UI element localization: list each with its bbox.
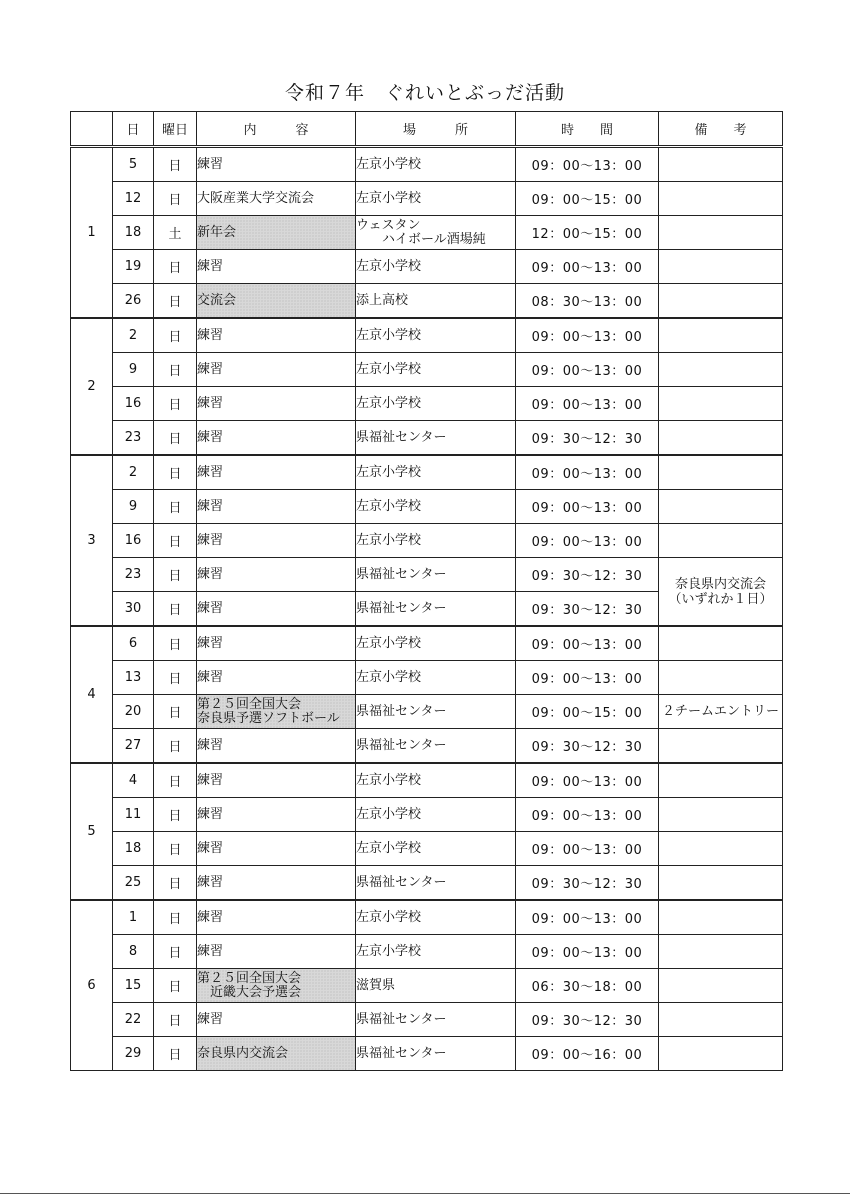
content-cell xyxy=(197,284,356,319)
content-cell xyxy=(197,900,356,935)
place-cell-text: 左京小学校 xyxy=(356,258,422,274)
schedule-row xyxy=(71,661,783,695)
schedule-row xyxy=(71,524,783,558)
place-cell-text: 左京小学校 xyxy=(356,909,422,925)
weekday-cell: 土 xyxy=(154,216,197,250)
place-cell xyxy=(356,318,516,353)
header-place: 場 所 xyxy=(356,112,516,147)
day-cell: 4 xyxy=(113,763,154,798)
weekday-cell: 日 xyxy=(154,558,197,592)
time-cell: 09：00～13：00 xyxy=(516,763,659,798)
schedule-row xyxy=(71,421,783,456)
time-cell: 09：00～13：00 xyxy=(516,798,659,832)
place-cell-text: 県福祉センター xyxy=(356,1045,447,1061)
time-cell: 09：30～12：30 xyxy=(516,1003,659,1037)
place-cell xyxy=(356,216,516,250)
schedule-row xyxy=(71,455,783,490)
place-cell-text: 県福祉センター xyxy=(356,1011,447,1027)
time-cell: 09：00～13：00 xyxy=(516,900,659,935)
content-cell xyxy=(197,763,356,798)
schedule-row xyxy=(71,250,783,284)
schedule-row xyxy=(71,216,783,250)
place-cell xyxy=(356,763,516,798)
place-cell-text: 左京小学校 xyxy=(356,840,422,856)
day-cell: 9 xyxy=(113,490,154,524)
day-cell: 11 xyxy=(113,798,154,832)
time-cell: 09：00～13：00 xyxy=(516,626,659,661)
month-cell: 4 xyxy=(71,626,113,763)
day-cell: 5 xyxy=(113,147,154,182)
day-cell: 13 xyxy=(113,661,154,695)
weekday-cell: 日 xyxy=(154,763,197,798)
content-cell xyxy=(197,592,356,627)
weekday-cell: 日 xyxy=(154,866,197,901)
content-cell-text: 大阪産業大学交流会 xyxy=(197,190,315,206)
schedule-row xyxy=(71,558,783,592)
schedule-row xyxy=(71,1003,783,1037)
note-cell xyxy=(659,729,783,764)
day-cell: 6 xyxy=(113,626,154,661)
schedule-row xyxy=(71,353,783,387)
schedule-row xyxy=(71,798,783,832)
place-cell-text: 左京小学校 xyxy=(356,532,422,548)
schedule-row xyxy=(71,626,783,661)
place-cell xyxy=(356,353,516,387)
place-cell-text: 左京小学校 xyxy=(356,635,422,651)
content-cell-text: 練習 xyxy=(197,532,224,548)
header-row xyxy=(71,112,783,147)
schedule-row xyxy=(71,900,783,935)
weekday-cell: 日 xyxy=(154,490,197,524)
month-cell: 5 xyxy=(71,763,113,900)
place-cell-text: ウェスタン ハイボール酒場純 xyxy=(356,217,486,247)
content-cell-text: 練習 xyxy=(197,806,224,822)
weekday-cell: 日 xyxy=(154,1037,197,1071)
page-title: 令和７年 ぐれいとぶっだ活動 xyxy=(284,82,565,104)
time-cell: 06：30～18：00 xyxy=(516,969,659,1003)
note-cell xyxy=(659,695,783,729)
place-cell xyxy=(356,832,516,866)
header-month xyxy=(71,112,113,147)
place-cell-text: 左京小学校 xyxy=(356,361,422,377)
place-cell-text: 県福祉センター xyxy=(356,737,447,753)
content-cell xyxy=(197,798,356,832)
time-cell: 12：00～15：00 xyxy=(516,216,659,250)
place-cell-text: 県福祉センター xyxy=(356,429,447,445)
note-cell xyxy=(659,763,783,798)
time-cell: 09：30～12：30 xyxy=(516,866,659,901)
schedule-row xyxy=(71,1037,783,1071)
time-cell: 09：30～12：30 xyxy=(516,421,659,456)
place-cell-text: 左京小学校 xyxy=(356,190,422,206)
place-cell xyxy=(356,729,516,764)
time-cell: 09：00～15：00 xyxy=(516,695,659,729)
content-cell xyxy=(197,387,356,421)
content-cell xyxy=(197,558,356,592)
content-cell-text: 練習 xyxy=(197,737,224,753)
content-cell xyxy=(197,421,356,456)
content-cell-text: 奈良県内交流会 xyxy=(197,1045,289,1061)
content-cell xyxy=(197,455,356,490)
day-cell: 9 xyxy=(113,353,154,387)
day-cell: 30 xyxy=(113,592,154,627)
day-cell: 29 xyxy=(113,1037,154,1071)
content-cell-text: 練習 xyxy=(197,874,224,890)
content-cell-text: 練習 xyxy=(197,327,224,343)
place-cell-text: 左京小学校 xyxy=(356,498,422,514)
day-cell: 15 xyxy=(113,969,154,1003)
content-cell xyxy=(197,250,356,284)
place-cell xyxy=(356,1037,516,1071)
weekday-cell: 日 xyxy=(154,1003,197,1037)
content-cell-text: 新年会 xyxy=(197,224,237,240)
day-cell: 12 xyxy=(113,182,154,216)
time-cell: 08：30～13：00 xyxy=(516,284,659,319)
note-cell xyxy=(659,353,783,387)
note-cell xyxy=(659,798,783,832)
day-cell: 22 xyxy=(113,1003,154,1037)
place-cell-text: 添上高校 xyxy=(356,292,409,308)
content-cell xyxy=(197,524,356,558)
weekday-cell: 日 xyxy=(154,147,197,182)
place-cell xyxy=(356,250,516,284)
content-cell-text: 練習 xyxy=(197,156,224,172)
note-cell xyxy=(659,626,783,661)
content-cell-text: 練習 xyxy=(197,840,224,856)
weekday-cell: 日 xyxy=(154,900,197,935)
content-cell xyxy=(197,661,356,695)
place-cell-text: 左京小学校 xyxy=(356,156,422,172)
note-cell xyxy=(659,490,783,524)
place-cell xyxy=(356,592,516,627)
time-cell: 09：00～13：00 xyxy=(516,490,659,524)
content-cell xyxy=(197,695,356,729)
place-cell xyxy=(356,455,516,490)
weekday-cell: 日 xyxy=(154,353,197,387)
content-cell xyxy=(197,935,356,969)
time-cell: 09：00～13：00 xyxy=(516,661,659,695)
note-cell xyxy=(659,1003,783,1037)
schedule-table xyxy=(70,111,783,1071)
place-cell xyxy=(356,490,516,524)
note-cell xyxy=(659,524,783,558)
schedule-row xyxy=(71,935,783,969)
day-cell: 19 xyxy=(113,250,154,284)
day-cell: 1 xyxy=(113,900,154,935)
day-cell: 18 xyxy=(113,216,154,250)
schedule-row xyxy=(71,147,783,182)
note-cell xyxy=(659,558,783,627)
weekday-cell: 日 xyxy=(154,284,197,319)
schedule-row xyxy=(71,387,783,421)
header-day: 日 xyxy=(113,112,154,147)
time-cell: 09：30～12：30 xyxy=(516,729,659,764)
note-cell xyxy=(659,455,783,490)
weekday-cell: 日 xyxy=(154,626,197,661)
weekday-cell: 日 xyxy=(154,387,197,421)
note-cell xyxy=(659,147,783,182)
time-cell: 09：00～13：00 xyxy=(516,250,659,284)
bottom-rule xyxy=(0,1193,850,1194)
day-cell: 2 xyxy=(113,318,154,353)
place-cell xyxy=(356,866,516,901)
weekday-cell: 日 xyxy=(154,969,197,1003)
place-cell-text: 左京小学校 xyxy=(356,772,422,788)
note-cell xyxy=(659,182,783,216)
time-cell: 09：00～13：00 xyxy=(516,455,659,490)
content-cell-text: 練習 xyxy=(197,772,224,788)
content-cell xyxy=(197,490,356,524)
content-cell-text: 練習 xyxy=(197,943,224,959)
weekday-cell: 日 xyxy=(154,182,197,216)
schedule-row xyxy=(71,832,783,866)
note-cell-text: 奈良県内交流会 （いずれか１日） xyxy=(668,576,773,607)
content-cell-text: 第２５回全国大会 奈良県予選ソフトボール xyxy=(197,696,340,726)
place-cell-text: 左京小学校 xyxy=(356,669,422,685)
day-cell: 25 xyxy=(113,866,154,901)
schedule-row xyxy=(71,284,783,319)
place-cell xyxy=(356,524,516,558)
schedule-row xyxy=(71,969,783,1003)
note-cell xyxy=(659,284,783,319)
place-cell-text: 左京小学校 xyxy=(356,464,422,480)
schedule-row xyxy=(71,763,783,798)
weekday-cell: 日 xyxy=(154,832,197,866)
content-cell-text: 練習 xyxy=(197,361,224,377)
weekday-cell: 日 xyxy=(154,421,197,456)
content-cell-text: 練習 xyxy=(197,566,224,582)
time-cell: 09：00～13：00 xyxy=(516,318,659,353)
time-cell: 09：30～12：30 xyxy=(516,558,659,592)
note-cell xyxy=(659,935,783,969)
content-cell xyxy=(197,353,356,387)
note-cell xyxy=(659,969,783,1003)
place-cell-text: 県福祉センター xyxy=(356,874,447,890)
schedule-row xyxy=(71,729,783,764)
day-cell: 18 xyxy=(113,832,154,866)
content-cell-text: 練習 xyxy=(197,395,224,411)
content-cell-text: 練習 xyxy=(197,635,224,651)
header-note: 備 考 xyxy=(659,112,783,147)
content-cell-text: 練習 xyxy=(197,909,224,925)
content-cell xyxy=(197,1037,356,1071)
note-cell xyxy=(659,387,783,421)
place-cell-text: 県福祉センター xyxy=(356,600,447,616)
content-cell-text: 練習 xyxy=(197,498,224,514)
note-cell xyxy=(659,318,783,353)
weekday-cell: 日 xyxy=(154,592,197,627)
schedule-row xyxy=(71,182,783,216)
note-cell xyxy=(659,661,783,695)
note-cell xyxy=(659,832,783,866)
content-cell xyxy=(197,1003,356,1037)
header-weekday: 曜日 xyxy=(154,112,197,147)
content-cell xyxy=(197,147,356,182)
time-cell: 09：00～13：00 xyxy=(516,387,659,421)
weekday-cell: 日 xyxy=(154,695,197,729)
note-cell xyxy=(659,866,783,901)
place-cell xyxy=(356,421,516,456)
content-cell-text: 練習 xyxy=(197,429,224,445)
place-cell xyxy=(356,182,516,216)
month-cell: 3 xyxy=(71,455,113,626)
day-cell: 23 xyxy=(113,421,154,456)
content-cell xyxy=(197,216,356,250)
schedule-row xyxy=(71,695,783,729)
content-cell-text: 練習 xyxy=(197,600,224,616)
place-cell xyxy=(356,147,516,182)
note-cell xyxy=(659,421,783,456)
content-cell xyxy=(197,182,356,216)
place-cell-text: 県福祉センター xyxy=(356,566,447,582)
place-cell xyxy=(356,900,516,935)
weekday-cell: 日 xyxy=(154,661,197,695)
time-cell: 09：00～15：00 xyxy=(516,182,659,216)
schedule-row xyxy=(71,866,783,901)
time-cell: 09：00～16：00 xyxy=(516,1037,659,1071)
month-cell: 2 xyxy=(71,318,113,455)
place-cell-text: 左京小学校 xyxy=(356,806,422,822)
day-cell: 27 xyxy=(113,729,154,764)
content-cell xyxy=(197,626,356,661)
weekday-cell: 日 xyxy=(154,935,197,969)
content-cell xyxy=(197,318,356,353)
place-cell xyxy=(356,558,516,592)
time-cell: 09：00～13：00 xyxy=(516,147,659,182)
day-cell: 8 xyxy=(113,935,154,969)
place-cell xyxy=(356,935,516,969)
weekday-cell: 日 xyxy=(154,524,197,558)
content-cell-text: 練習 xyxy=(197,464,224,480)
schedule-row xyxy=(71,318,783,353)
weekday-cell: 日 xyxy=(154,798,197,832)
content-cell-text: 練習 xyxy=(197,669,224,685)
place-cell-text: 左京小学校 xyxy=(356,943,422,959)
place-cell-text: 左京小学校 xyxy=(356,327,422,343)
content-cell-text: 交流会 xyxy=(197,292,237,308)
place-cell xyxy=(356,284,516,319)
place-cell xyxy=(356,626,516,661)
place-cell-text: 県福祉センター xyxy=(356,703,447,719)
time-cell: 09：00～13：00 xyxy=(516,353,659,387)
day-cell: 16 xyxy=(113,524,154,558)
content-cell xyxy=(197,832,356,866)
time-cell: 09：00～13：00 xyxy=(516,935,659,969)
content-cell-text: 第２５回全国大会 近畿大会予選会 xyxy=(197,970,302,1000)
place-cell xyxy=(356,969,516,1003)
time-cell: 09：30～12：30 xyxy=(516,592,659,627)
place-cell-text: 滋賀県 xyxy=(356,977,396,993)
place-cell-text: 左京小学校 xyxy=(356,395,422,411)
schedule-body xyxy=(71,147,783,1071)
time-cell: 09：00～13：00 xyxy=(516,832,659,866)
note-cell xyxy=(659,1037,783,1071)
schedule-row xyxy=(71,490,783,524)
content-cell-text: 練習 xyxy=(197,258,224,274)
note-cell-text: ２チームエントリー xyxy=(661,704,779,719)
month-cell: 6 xyxy=(71,900,113,1071)
place-cell xyxy=(356,661,516,695)
content-cell-text: 練習 xyxy=(197,1011,224,1027)
weekday-cell: 日 xyxy=(154,729,197,764)
place-cell xyxy=(356,387,516,421)
header-time: 時 間 xyxy=(516,112,659,147)
day-cell: 16 xyxy=(113,387,154,421)
note-cell xyxy=(659,216,783,250)
weekday-cell: 日 xyxy=(154,250,197,284)
content-cell xyxy=(197,729,356,764)
day-cell: 23 xyxy=(113,558,154,592)
content-cell xyxy=(197,866,356,901)
day-cell: 2 xyxy=(113,455,154,490)
place-cell xyxy=(356,1003,516,1037)
weekday-cell: 日 xyxy=(154,318,197,353)
content-cell xyxy=(197,969,356,1003)
note-cell xyxy=(659,250,783,284)
weekday-cell: 日 xyxy=(154,455,197,490)
time-cell: 09：00～13：00 xyxy=(516,524,659,558)
place-cell xyxy=(356,695,516,729)
month-cell: 1 xyxy=(71,147,113,319)
note-cell xyxy=(659,900,783,935)
header-content: 内 容 xyxy=(197,112,356,147)
day-cell: 26 xyxy=(113,284,154,319)
day-cell: 20 xyxy=(113,695,154,729)
place-cell xyxy=(356,798,516,832)
